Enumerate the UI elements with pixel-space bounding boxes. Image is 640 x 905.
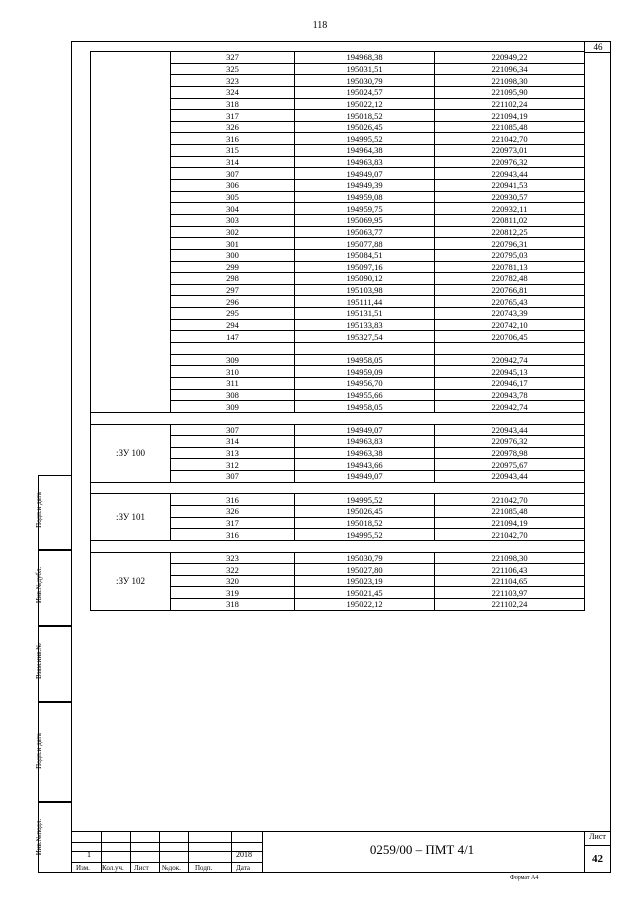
point-number: 317 bbox=[171, 517, 295, 529]
y-coordinate: 221096,34 bbox=[435, 63, 585, 75]
x-coordinate: 195090,12 bbox=[295, 273, 435, 285]
x-coordinate: 195024,57 bbox=[295, 86, 435, 98]
point-number: 307 bbox=[171, 424, 295, 436]
x-coordinate: 194964,38 bbox=[295, 145, 435, 157]
parcel-label: :ЗУ 100 bbox=[91, 424, 171, 482]
y-coordinate: 220975,67 bbox=[435, 459, 585, 471]
group-separator bbox=[91, 482, 585, 494]
x-coordinate: 195018,52 bbox=[295, 110, 435, 122]
y-coordinate: 221042,70 bbox=[435, 494, 585, 506]
side-cell-sign-date-1 bbox=[34, 475, 71, 550]
x-coordinate: 195023,19 bbox=[295, 575, 435, 587]
y-coordinate: 220942,74 bbox=[435, 401, 585, 413]
x-coordinate: 195021,45 bbox=[295, 587, 435, 599]
x-coordinate: 194968,38 bbox=[295, 52, 435, 64]
point-number: 308 bbox=[171, 389, 295, 401]
y-coordinate: 220795,03 bbox=[435, 249, 585, 261]
change-number: 1 bbox=[87, 850, 91, 859]
y-coordinate: 221098,30 bbox=[435, 552, 585, 564]
y-coordinate: 220973,01 bbox=[435, 145, 585, 157]
point-number: 299 bbox=[171, 261, 295, 273]
point-number: 309 bbox=[171, 401, 295, 413]
corner-sheet-number: 46 bbox=[584, 41, 611, 53]
sheet-number: 42 bbox=[592, 853, 603, 865]
y-coordinate: 220941,53 bbox=[435, 180, 585, 192]
parcel-label: :ЗУ 101 bbox=[91, 494, 171, 541]
y-coordinate: 220782,48 bbox=[435, 273, 585, 285]
point-number: 327 bbox=[171, 52, 295, 64]
x-coordinate: 195026,45 bbox=[295, 121, 435, 133]
x-coordinate: 195077,88 bbox=[295, 238, 435, 250]
table-row bbox=[91, 552, 585, 564]
y-coordinate: 221102,24 bbox=[435, 599, 585, 611]
separator-cell bbox=[91, 412, 585, 424]
y-coordinate: 220812,25 bbox=[435, 226, 585, 238]
x-coordinate: 195026,45 bbox=[295, 505, 435, 517]
point-number: 315 bbox=[171, 145, 295, 157]
x-coordinate: 194958,05 bbox=[295, 401, 435, 413]
table-row bbox=[91, 424, 585, 436]
point-number: 302 bbox=[171, 226, 295, 238]
x-coordinate: 194956,70 bbox=[295, 377, 435, 389]
y-coordinate: 221106,43 bbox=[435, 564, 585, 576]
point-number bbox=[171, 343, 295, 355]
format-label: Формат А4 bbox=[510, 875, 539, 881]
x-coordinate: 194949,07 bbox=[295, 424, 435, 436]
y-coordinate: 220796,31 bbox=[435, 238, 585, 250]
point-number: 314 bbox=[171, 156, 295, 168]
y-coordinate: 220743,39 bbox=[435, 308, 585, 320]
point-number: 300 bbox=[171, 249, 295, 261]
stamp-header: Подп. bbox=[195, 864, 213, 872]
x-coordinate: 195022,12 bbox=[295, 599, 435, 611]
y-coordinate: 220742,10 bbox=[435, 319, 585, 331]
y-coordinate: 220978,98 bbox=[435, 447, 585, 459]
table-row bbox=[91, 52, 585, 64]
stamp-header: Дата bbox=[236, 864, 250, 872]
side-cell-sign-date-2 bbox=[34, 702, 71, 802]
point-number: 322 bbox=[171, 564, 295, 576]
y-coordinate: 220781,13 bbox=[435, 261, 585, 273]
point-number: 307 bbox=[171, 471, 295, 483]
y-coordinate: 221042,70 bbox=[435, 529, 585, 541]
y-coordinate: 221085,48 bbox=[435, 505, 585, 517]
x-coordinate: 194959,75 bbox=[295, 203, 435, 215]
y-coordinate: 220930,57 bbox=[435, 191, 585, 203]
point-number: 326 bbox=[171, 505, 295, 517]
x-coordinate: 194955,66 bbox=[295, 389, 435, 401]
point-number: 303 bbox=[171, 214, 295, 226]
point-number: 301 bbox=[171, 238, 295, 250]
stamp-header: Лист bbox=[134, 864, 149, 872]
x-coordinate: 195111,44 bbox=[295, 296, 435, 308]
x-coordinate: 194995,52 bbox=[295, 133, 435, 145]
point-number: 316 bbox=[171, 529, 295, 541]
y-coordinate: 221104,65 bbox=[435, 575, 585, 587]
y-coordinate: 220943,44 bbox=[435, 471, 585, 483]
x-coordinate: 194963,83 bbox=[295, 156, 435, 168]
x-coordinate: 195327,54 bbox=[295, 331, 435, 343]
point-number: 311 bbox=[171, 377, 295, 389]
x-coordinate: 195084,51 bbox=[295, 249, 435, 261]
x-coordinate: 195030,79 bbox=[295, 75, 435, 87]
side-label: Подп.и дата bbox=[34, 492, 43, 528]
separator-cell bbox=[91, 540, 585, 552]
side-cell-orig-inv bbox=[35, 802, 71, 873]
stamp-header: Изм. bbox=[76, 864, 90, 872]
sheet-label: Лист bbox=[589, 832, 606, 841]
x-coordinate: 195022,12 bbox=[295, 98, 435, 110]
point-number: 296 bbox=[171, 296, 295, 308]
x-coordinate: 194959,08 bbox=[295, 191, 435, 203]
x-coordinate: 194958,05 bbox=[295, 354, 435, 366]
point-number: 318 bbox=[171, 599, 295, 611]
y-coordinate: 220765,43 bbox=[435, 296, 585, 308]
point-number: 310 bbox=[171, 366, 295, 378]
side-label: Инв.№дубл. bbox=[35, 566, 44, 604]
x-coordinate: 195030,79 bbox=[295, 552, 435, 564]
stamp-header: №док. bbox=[162, 864, 181, 872]
stamp-year: 2018 bbox=[236, 850, 252, 859]
x-coordinate: 194995,52 bbox=[295, 529, 435, 541]
x-coordinate: 195131,51 bbox=[295, 308, 435, 320]
point-number: 323 bbox=[171, 552, 295, 564]
x-coordinate: 195027,80 bbox=[295, 564, 435, 576]
point-number: 147 bbox=[171, 331, 295, 343]
x-coordinate: 194963,38 bbox=[295, 447, 435, 459]
x-coordinate: 195097,16 bbox=[295, 261, 435, 273]
y-coordinate: 220943,44 bbox=[435, 168, 585, 180]
y-coordinate bbox=[435, 343, 585, 355]
y-coordinate: 220949,22 bbox=[435, 52, 585, 64]
group-separator bbox=[91, 540, 585, 552]
y-coordinate: 220811,02 bbox=[435, 214, 585, 226]
side-cell-replace-inv bbox=[34, 626, 71, 702]
coordinates-table bbox=[90, 51, 585, 611]
y-coordinate: 221094,19 bbox=[435, 110, 585, 122]
document-code: 0259/00 – ПМТ 4/1 bbox=[369, 842, 475, 857]
y-coordinate: 221094,19 bbox=[435, 517, 585, 529]
y-coordinate: 220943,78 bbox=[435, 389, 585, 401]
y-coordinate: 221098,30 bbox=[435, 75, 585, 87]
point-number: 324 bbox=[171, 86, 295, 98]
point-number: 304 bbox=[171, 203, 295, 215]
point-number: 297 bbox=[171, 284, 295, 296]
point-number: 298 bbox=[171, 273, 295, 285]
x-coordinate: 194949,07 bbox=[295, 471, 435, 483]
point-number: 314 bbox=[171, 436, 295, 448]
page-number: 118 bbox=[312, 20, 328, 31]
x-coordinate: 195133,83 bbox=[295, 319, 435, 331]
x-coordinate: 194943,66 bbox=[295, 459, 435, 471]
y-coordinate: 220945,13 bbox=[435, 366, 585, 378]
x-coordinate: 194949,07 bbox=[295, 168, 435, 180]
x-coordinate: 195063,77 bbox=[295, 226, 435, 238]
y-coordinate: 221102,24 bbox=[435, 98, 585, 110]
x-coordinate: 195069,95 bbox=[295, 214, 435, 226]
y-coordinate: 220946,17 bbox=[435, 377, 585, 389]
parcel-label: :ЗУ 102 bbox=[91, 552, 171, 610]
point-number: 295 bbox=[171, 308, 295, 320]
point-number: 306 bbox=[171, 180, 295, 192]
table-row bbox=[91, 494, 585, 506]
group-separator bbox=[91, 412, 585, 424]
point-number: 319 bbox=[171, 587, 295, 599]
point-number: 318 bbox=[171, 98, 295, 110]
y-coordinate: 221085,48 bbox=[435, 121, 585, 133]
x-coordinate: 194963,83 bbox=[295, 436, 435, 448]
y-coordinate: 221095,90 bbox=[435, 86, 585, 98]
y-coordinate: 220932,11 bbox=[435, 203, 585, 215]
point-number: 305 bbox=[171, 191, 295, 203]
stamp-header: Кол.уч. bbox=[102, 864, 124, 872]
point-number: 325 bbox=[171, 63, 295, 75]
x-coordinate bbox=[295, 343, 435, 355]
x-coordinate: 195018,52 bbox=[295, 517, 435, 529]
point-number: 317 bbox=[171, 110, 295, 122]
y-coordinate: 220976,32 bbox=[435, 436, 585, 448]
point-number: 320 bbox=[171, 575, 295, 587]
y-coordinate: 220976,32 bbox=[435, 156, 585, 168]
y-coordinate: 220942,74 bbox=[435, 354, 585, 366]
y-coordinate: 221042,70 bbox=[435, 133, 585, 145]
point-number: 312 bbox=[171, 459, 295, 471]
y-coordinate: 220943,44 bbox=[435, 424, 585, 436]
point-number: 316 bbox=[171, 133, 295, 145]
point-number: 323 bbox=[171, 75, 295, 87]
point-number: 326 bbox=[171, 121, 295, 133]
point-number: 294 bbox=[171, 319, 295, 331]
x-coordinate: 195103,98 bbox=[295, 284, 435, 296]
y-coordinate: 220706,45 bbox=[435, 331, 585, 343]
x-coordinate: 194949,39 bbox=[295, 180, 435, 192]
y-coordinate: 221103,97 bbox=[435, 587, 585, 599]
separator-cell bbox=[91, 482, 585, 494]
side-cell-dup-inv bbox=[35, 550, 71, 626]
y-coordinate: 220766,81 bbox=[435, 284, 585, 296]
x-coordinate: 194959,09 bbox=[295, 366, 435, 378]
side-label: Инв.№подл. bbox=[35, 818, 44, 856]
point-number: 309 bbox=[171, 354, 295, 366]
point-number: 316 bbox=[171, 494, 295, 506]
x-coordinate: 194995,52 bbox=[295, 494, 435, 506]
point-number: 313 bbox=[171, 447, 295, 459]
side-label: Взам.инв.№ bbox=[34, 643, 43, 679]
x-coordinate: 195031,51 bbox=[295, 63, 435, 75]
point-number: 307 bbox=[171, 168, 295, 180]
side-label: Подп.и дата bbox=[34, 733, 43, 769]
parcel-label bbox=[91, 52, 171, 413]
